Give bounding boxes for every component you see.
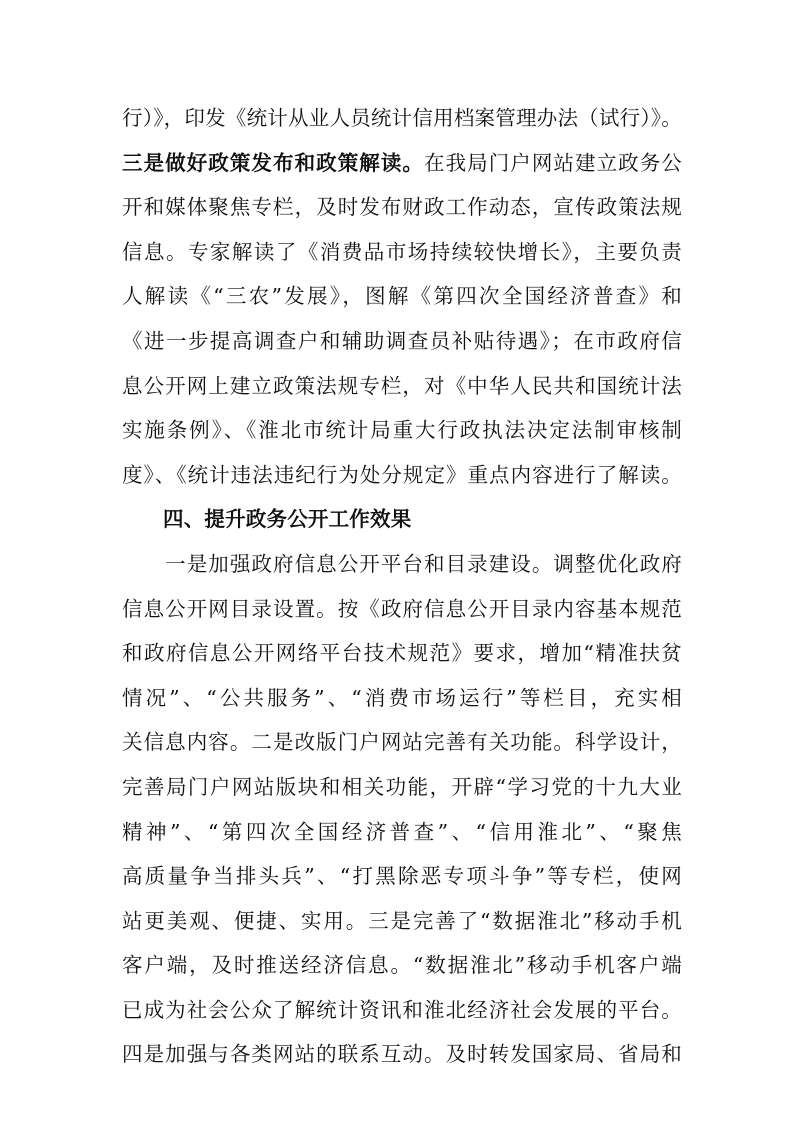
line-text: 行）》，印发《统计从业人员统计信用档案管理办法（试行）》。 [122,106,682,130]
text-line [122,720,682,765]
line-text: 息公开网上建立政策法规专栏，对《中华人民共和国统计法 [122,373,682,398]
line-text: 和政府信息公开网络平台技术规范》要求，增加“精准扶贫 [122,641,682,666]
line-text: 已成为社会公众了解统计资讯和淮北经济社会发展的平台。 [122,997,682,1022]
line-text: 在我局门户网站建立政务公 [424,150,682,175]
text-line [122,453,682,498]
section-heading [122,497,682,542]
text-line [122,408,682,453]
line-text: 开和媒体聚焦专栏，及时发布财政工作动态，宣传政策法规 [122,195,682,220]
line-text: 情况”、“公共服务”、“消费市场运行”等栏目，充实相 [122,685,682,710]
line-text: 高质量争当排头兵”、“打黑除恶专项斗争”等专栏，使网 [122,864,682,889]
text-line [122,810,682,855]
text-line [122,899,682,944]
text-line [122,587,682,632]
line-text: 关信息内容。二是改版门户网站完善有关功能。科学设计， [122,730,682,755]
section-heading-text: 四、提升政务公开工作效果 [163,507,412,532]
line-text: 客户端，及时推送经济信息。“数据淮北”移动手机客户端 [122,953,682,978]
line-text: 实施条例》、《淮北市统计局重大行政执法决定法制审核制 [122,418,682,443]
text-line [122,185,682,230]
line-text: 站更美观、便捷、实用。三是完善了“数据淮北”移动手机 [122,908,682,933]
text-line [122,854,682,899]
text-line [122,319,682,364]
text-line [122,364,682,409]
line-text: 信息公开网目录设置。按《政府信息公开目录内容基本规范 [122,596,682,621]
text-line [122,676,682,721]
bold-lead-text: 三是做好政策发布和政策解读。 [122,150,424,175]
text-line [122,141,682,186]
line-text: 人解读《“三农”发展》，图解《第四次全国经济普查》和 [122,284,682,309]
line-text: 四是加强与各类网站的联系互动。及时转发国家局、省局和 [122,1042,682,1067]
text-line [122,988,682,1033]
text-line [122,943,682,988]
text-line [122,542,682,587]
line-text: 度》、《统计违法违纪行为处分规定》重点内容进行了解读。 [122,462,682,487]
line-text: 《进一步提高调查户和辅助调查员补贴待遇》；在市政府信 [122,328,682,353]
text-line [122,230,682,275]
text-line [122,631,682,676]
line-text: 完善局门户网站版块和相关功能，开辟“学习党的十九大业 [122,774,682,799]
text-line [122,1032,682,1077]
text-line [122,96,682,141]
text-line [122,765,682,810]
document-body [122,96,682,1077]
line-text: 精神”、“第四次全国经济普查”、“信用淮北”、“聚焦 [122,819,682,844]
line-text: 信息。专家解读了《消费品市场持续较快增长》，主要负责 [122,239,682,264]
text-line [122,274,682,319]
line-text: 一是加强政府信息公开平台和目录建设。调整优化政府 [122,551,682,576]
